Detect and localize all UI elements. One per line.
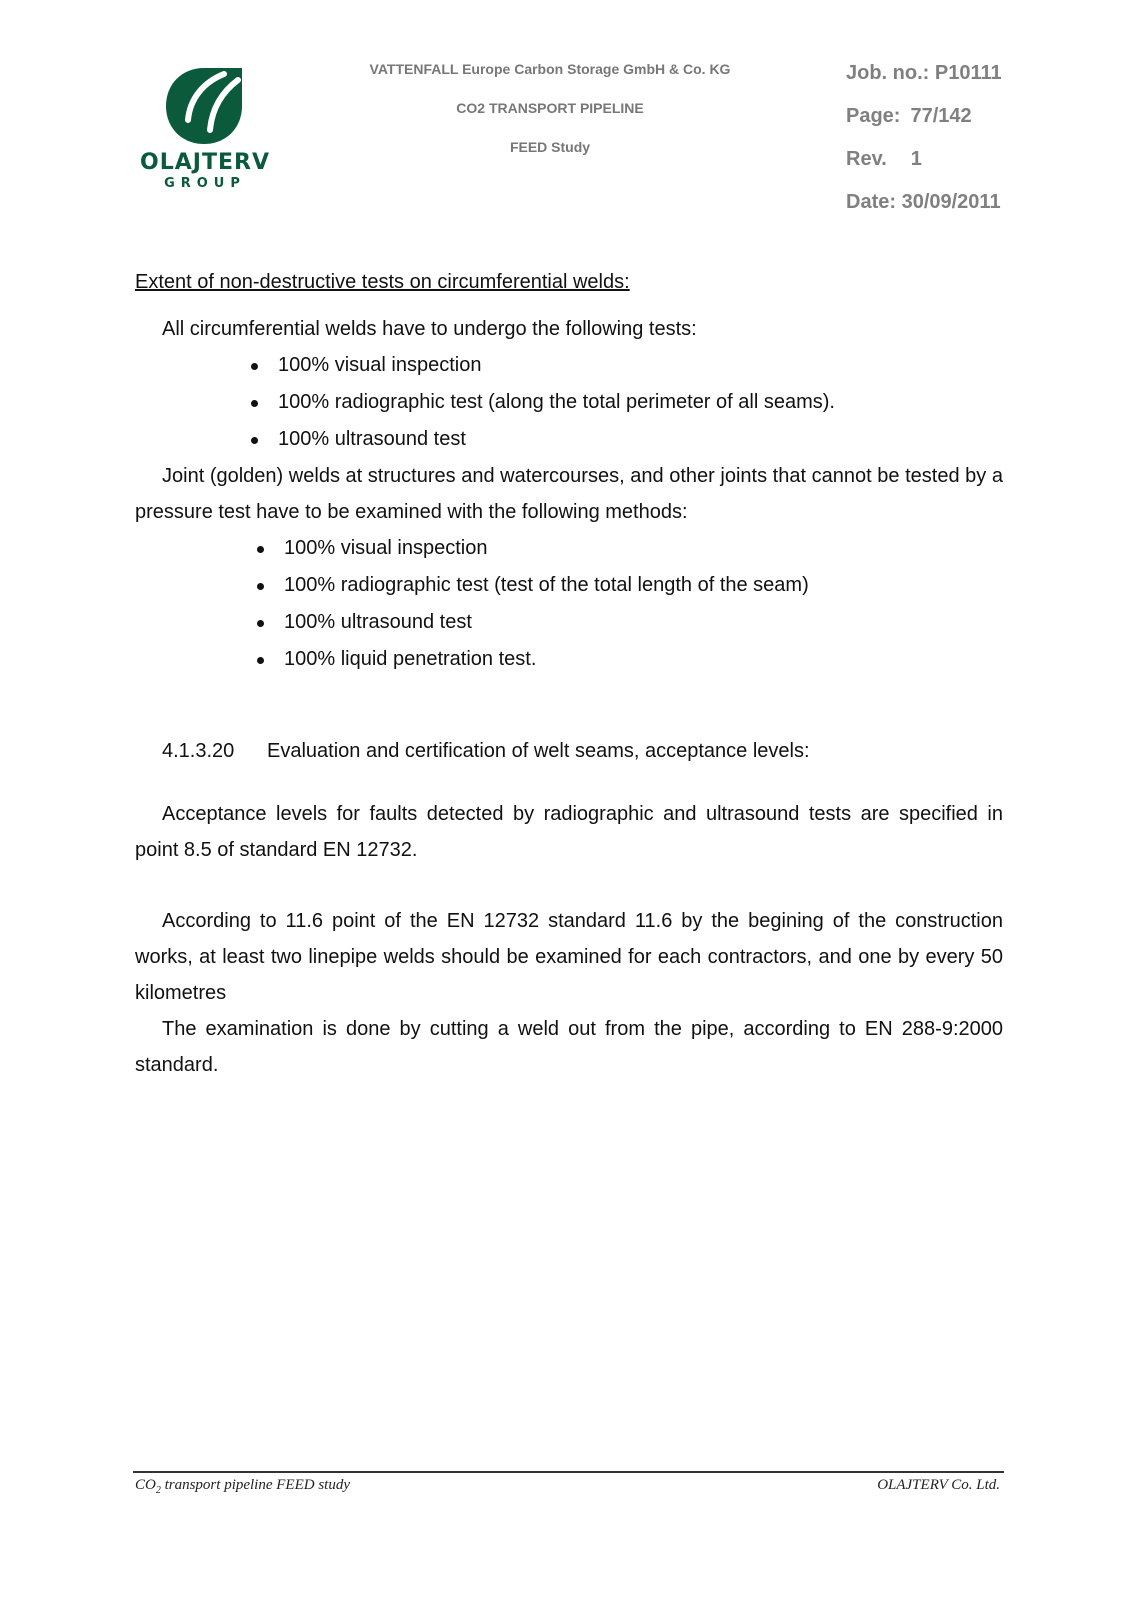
footer-left-subscript: 2: [155, 1485, 161, 1496]
header-meta: [846, 60, 1096, 232]
footer-left-suffix: transport pipeline FEED study: [160, 1477, 350, 1493]
document-body: [135, 264, 1003, 1083]
list-item-text: 100% ultrasound test: [284, 611, 472, 633]
page-label: Page:: [846, 105, 901, 127]
list-item-text: 100% visual inspection: [278, 354, 482, 376]
bullet-icon: [251, 363, 258, 370]
list-item-text: 100% ultrasound test: [278, 428, 466, 450]
logo-group: GROUP: [164, 176, 246, 191]
circumferential-test-list: [135, 347, 1003, 458]
list-item-text: 100% visual inspection: [284, 537, 488, 559]
bullet-icon: [251, 437, 258, 444]
date-label: Date:: [846, 191, 897, 213]
rev-label: Rev.: [846, 148, 887, 170]
sampling-paragraph: According to 11.6 point of the EN 12732 standard 11.6 by the begining of the construction works, at least two linepipe welds should be examined for each contractors, and one by every 50 kilometres: [135, 910, 1003, 1004]
section-heading: Extent of non-destructive tests on circumferential welds:: [135, 271, 630, 293]
subsection-title: Evaluation and certification of welt seams, acceptance levels:: [267, 740, 810, 762]
examination-paragraph: The examination is done by cutting a weld out from the pipe, according to EN 288-9:2000 standard.: [135, 1018, 1003, 1076]
project-name: CO2 TRANSPORT PIPELINE: [456, 100, 644, 116]
list-item: [135, 641, 1003, 678]
header-center: [330, 60, 770, 177]
list-item-text: 100% radiographic test (along the total perimeter of all seams).: [278, 391, 835, 413]
study-name: FEED Study: [509, 139, 591, 155]
joint-welds-paragraph: Joint (golden) welds at structures and watercourses, and other joints that cannot be tested by a pressure test have to be examined with the following methods:: [135, 465, 1003, 523]
footer-rule: [133, 1471, 1004, 1473]
list-item: [135, 384, 1003, 421]
bullet-icon: [257, 620, 264, 627]
olajterv-leaf-icon: [164, 64, 244, 146]
rev-value: 1: [910, 148, 922, 170]
job-value: P10111: [934, 62, 1002, 84]
list-item: [135, 604, 1003, 641]
intro-paragraph: All circumferential welds have to undergo the following tests:: [162, 318, 697, 340]
list-item: [135, 421, 1003, 458]
list-item: [135, 347, 1003, 384]
revision-row: [846, 146, 1096, 189]
list-item-text: 100% liquid penetration test.: [284, 648, 537, 670]
date-row: [846, 189, 1096, 232]
bullet-icon: [251, 400, 258, 407]
list-item: [135, 530, 1003, 567]
footer-left: [135, 1477, 350, 1496]
logo-name: OLAJTERV: [140, 150, 270, 175]
job-number-row: [846, 60, 1096, 103]
bullet-icon: [257, 546, 264, 553]
page-number-row: [846, 103, 1096, 146]
job-label: Job. no.:: [846, 62, 930, 84]
acceptance-paragraph: Acceptance levels for faults detected by radiographic and ultrasound tests are specified in point 8.5 of standard EN 12732.: [135, 803, 1003, 861]
company-logo: [140, 62, 270, 197]
company-name: VATTENFALL Europe Carbon Storage GmbH & Co. KG: [369, 61, 731, 77]
page-value: 77/142: [910, 105, 972, 127]
footer-right: OLAJTERV Co. Ltd.: [877, 1477, 1000, 1493]
joint-test-list: [135, 530, 1003, 678]
subsection-number: 4.1.3.20: [162, 740, 235, 762]
bullet-icon: [257, 657, 264, 664]
list-item-text: 100% radiographic test (test of the total length of the seam): [284, 574, 809, 596]
date-value: 30/09/2011: [901, 191, 1001, 213]
bullet-icon: [257, 583, 264, 590]
list-item: [135, 567, 1003, 604]
footer-left-prefix: CO: [135, 1477, 156, 1493]
subsection-heading: [135, 733, 1003, 769]
